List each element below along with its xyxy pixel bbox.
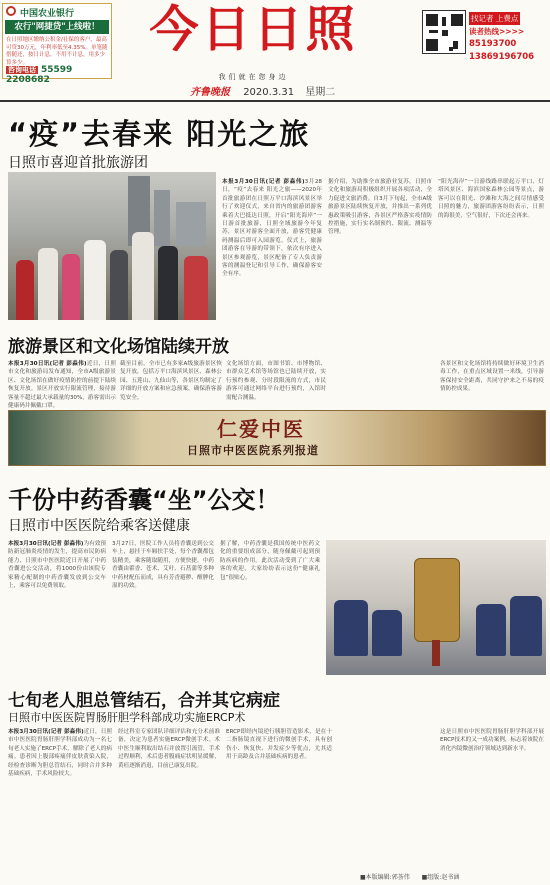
story1-body-a: 3月28日，“疫”去春来 阳光之旅——2020年首批旅游团在日照万平口海滨风景区举行了欢迎仪式，来自省内的旅游团游客乘着大巴抵达日照，开启“阳光海岸”一日游首批旅游，日照全域旅游今年复苏，景区对游客全面开放，游客凭健康码测温后即可入园游览。仪式上，旅游团游客在导游的带领下，依次有序进入景区参观游览，景区配备了专人负责游客的测温登记和引导工作，确保游客安全有序。 — [222, 179, 322, 278]
ad-phone-label: 咨询电话 — [8, 66, 36, 74]
ad-detail: 在日照地区缴纳公积金/社保的客户，最高可贷30万元，年利率低至4.35%。单笔随借随还，按日计息，不用不计息，用多少算多少。 — [6, 37, 108, 66]
story2-body-col2: 截至目前，全市已有多家A级旅游景区恢复开放，包括万平口海滨风景区、森林公园、五莲山、九仙山等，各景区均制定了详细的开放方案和应急预案，确保游客游览安全。 — [120, 361, 222, 401]
story1-byline: 本报3月30日讯(记者 彭淼伟) — [222, 179, 305, 185]
issue-date: 2020.3.31 — [243, 87, 295, 98]
publisher-logo: 齐鲁晚报 — [190, 87, 230, 98]
story1-subhead: 日照市喜迎首批旅游团 — [8, 155, 148, 171]
story3-body-col2: 3月27日，医院工作人员将香囊送到公交车上，悬挂于车厢扶手处，每个香囊都包装精美，乘客随取随用，方便快捷。中药香囊由藿香、苍术、艾叶、石菖蒲等多种中药材配伍而成，具有芳香避秽、醒脾化湿的功效。 — [112, 541, 214, 590]
story1-body-col2: 据介绍，为助推全市旅游业复苏，日照市文化和旅游局积极组织开展各项活动，全力促进文旅消费。自3月下旬起，全市A级旅游景区陆续恢复开放，并推出一系列优惠政策吸引游客，各景区严格落实疫情防控措施，实行实名制预约、限流、测温等管理。 — [328, 179, 432, 236]
story3-headline[interactable]: 千份中药香囊“坐”公交！ — [8, 486, 280, 514]
story4-body-col1 — [8, 728, 112, 868]
motto: 我们就在您身边 — [218, 73, 289, 81]
story2-byline: 本报3月30日讯(记者 彭淼伟) — [8, 361, 87, 367]
story2-headline[interactable]: 旅游景区和文化场馆陆续开放 — [8, 337, 229, 357]
layout-credit: ■组版:赵书涵 — [421, 874, 460, 881]
hotline-head: 找记者 上费点 — [471, 14, 519, 23]
story3-body-col1 — [8, 540, 106, 674]
ad-phone-number: 55599 2208682 — [6, 65, 73, 85]
story4-byline: 本报3月30日讯(记者 彭淼伟) — [8, 729, 84, 735]
issue-weekday: 星期二 — [305, 87, 336, 98]
story1-headline[interactable]: “疫”去春来 阳光之旅 — [8, 117, 311, 151]
ad-slogan: 农行"网捷贷"上线啦！ — [5, 20, 109, 34]
herbal-sachet-icon — [414, 558, 460, 642]
story2-body-col1 — [8, 360, 116, 410]
story2-body-a: 近日，日照市文化和旅游局发布通知，全市A级旅游景区、文化场馆在做好疫情防控的前提下陆续恢复开放。景区开放实行限流管理，接待游客量不超过最大承载量的30%，游客需出示健康码并佩戴口罩。 — [8, 361, 116, 410]
hotline-number-1[interactable]: 85193700 — [469, 39, 517, 49]
banner-title: 仁爱中医 — [217, 417, 305, 441]
story3-subhead: 日照市中医医院给乘客送健康 — [8, 518, 190, 534]
story4-body-col3: ERCP即经内镜逆行胰胆管造影术，是在十二指肠镜直视下进行的微创手术，具有创伤小、恢复快、并发症少等优点，尤其适用于高龄及合并基础疾病的患者。 — [226, 729, 332, 761]
editor-credit: ■本版编辑:郭荟伟 — [360, 874, 410, 881]
hotline-label: 读者热线>>>> — [469, 27, 525, 36]
story2-body-col4: 各景区和文化场馆将持续做好环境卫生消毒工作，在重点区域设置一米线，引导游客保持安全距离，共同守护来之不易的疫情防控成果。 — [440, 361, 544, 393]
qr-code-icon[interactable] — [422, 10, 466, 54]
story4-body-a: 近日，日照市中医医院胃肠肝胆学科部成功为一名七旬老人实施了ERCP手术，解除了老人的病痛。患者因上腹部疼痛伴皮肤黄染入院，经检查诊断为胆总管结石，同时合并多种基础疾病，手术风险较大。 — [8, 729, 112, 778]
story1-body-col3: “阳光海岸”一日游线路串联起万平口、灯塔风景区、海滨国家森林公园等景点，游客可以在阳光、沙滩和大海之间尽情感受日照的魅力，旅游团游客纷纷表示，日照的海很美，空气很好，下次还会再来。 — [438, 179, 544, 219]
story4-body-col2: 经过科室专家团队详细评估和充分术前准备，决定为患者实施ERCP微创手术。术中医生顺利取出结石并放置引流管，手术过程顺利，术后患者腹痛症状明显缓解，黄疸逐渐消退，目前已康复出院。 — [118, 729, 220, 769]
story2-body-col3: 文化场馆方面，市图书馆、市博物馆、市群众艺术馆等场馆也已陆续开放，实行预约参观、分时段限流的方式，市民游客可通过网络平台进行预约，入馆时需配合测温。 — [226, 361, 326, 401]
story3-photo — [326, 540, 546, 675]
story1-body-col1 — [222, 178, 322, 318]
banner-subtitle: 日照市中医医院系列报道 — [187, 444, 319, 457]
story1-photo — [8, 172, 216, 320]
story4-headline[interactable]: 七旬老人胆总管结石，合并其它病症 — [8, 691, 280, 711]
bank-name: 中国农业银行 — [20, 9, 75, 19]
story4-body-col4: 这是日照市中医医院胃肠肝胆学科部开展ERCP技术的又一成功案例，标志着该院在消化内镜微创治疗领域达到新水平。 — [440, 729, 544, 752]
story3-byline: 本报3月30日讯(记者 彭淼伟) — [8, 541, 84, 547]
hotline-number-2[interactable]: 13869196706 — [469, 52, 535, 62]
bank-ad[interactable] — [2, 3, 112, 85]
series-banner — [8, 410, 546, 466]
story4-subhead: 日照市中医医院胃肠肝胆学科部成功实施ERCP术 — [8, 711, 246, 724]
story3-body-a: 为有效预防新冠肺炎疫情的发生，提高市民防病能力，日照市中医医院近日开展了中药香囊进公交活动，将1000份由该院专家精心配制的中药香囊发放到公交车上，乘客可以免费领取。 — [8, 541, 106, 590]
ad-phone — [6, 65, 111, 85]
story3-body-col3: 据了解，中药香囊是我国传统中医药文化的重要组成部分，随身佩戴可起到预防疾病的作用。此次活动受到了广大乘客的欢迎，大家纷纷表示这份“健康礼包”很贴心。 — [220, 541, 320, 581]
reader-hotline — [469, 12, 548, 64]
page-credits — [360, 872, 459, 881]
masthead-divider — [0, 100, 550, 102]
newspaper-title: 今日日照 — [149, 1, 358, 58]
dateline — [190, 83, 335, 98]
